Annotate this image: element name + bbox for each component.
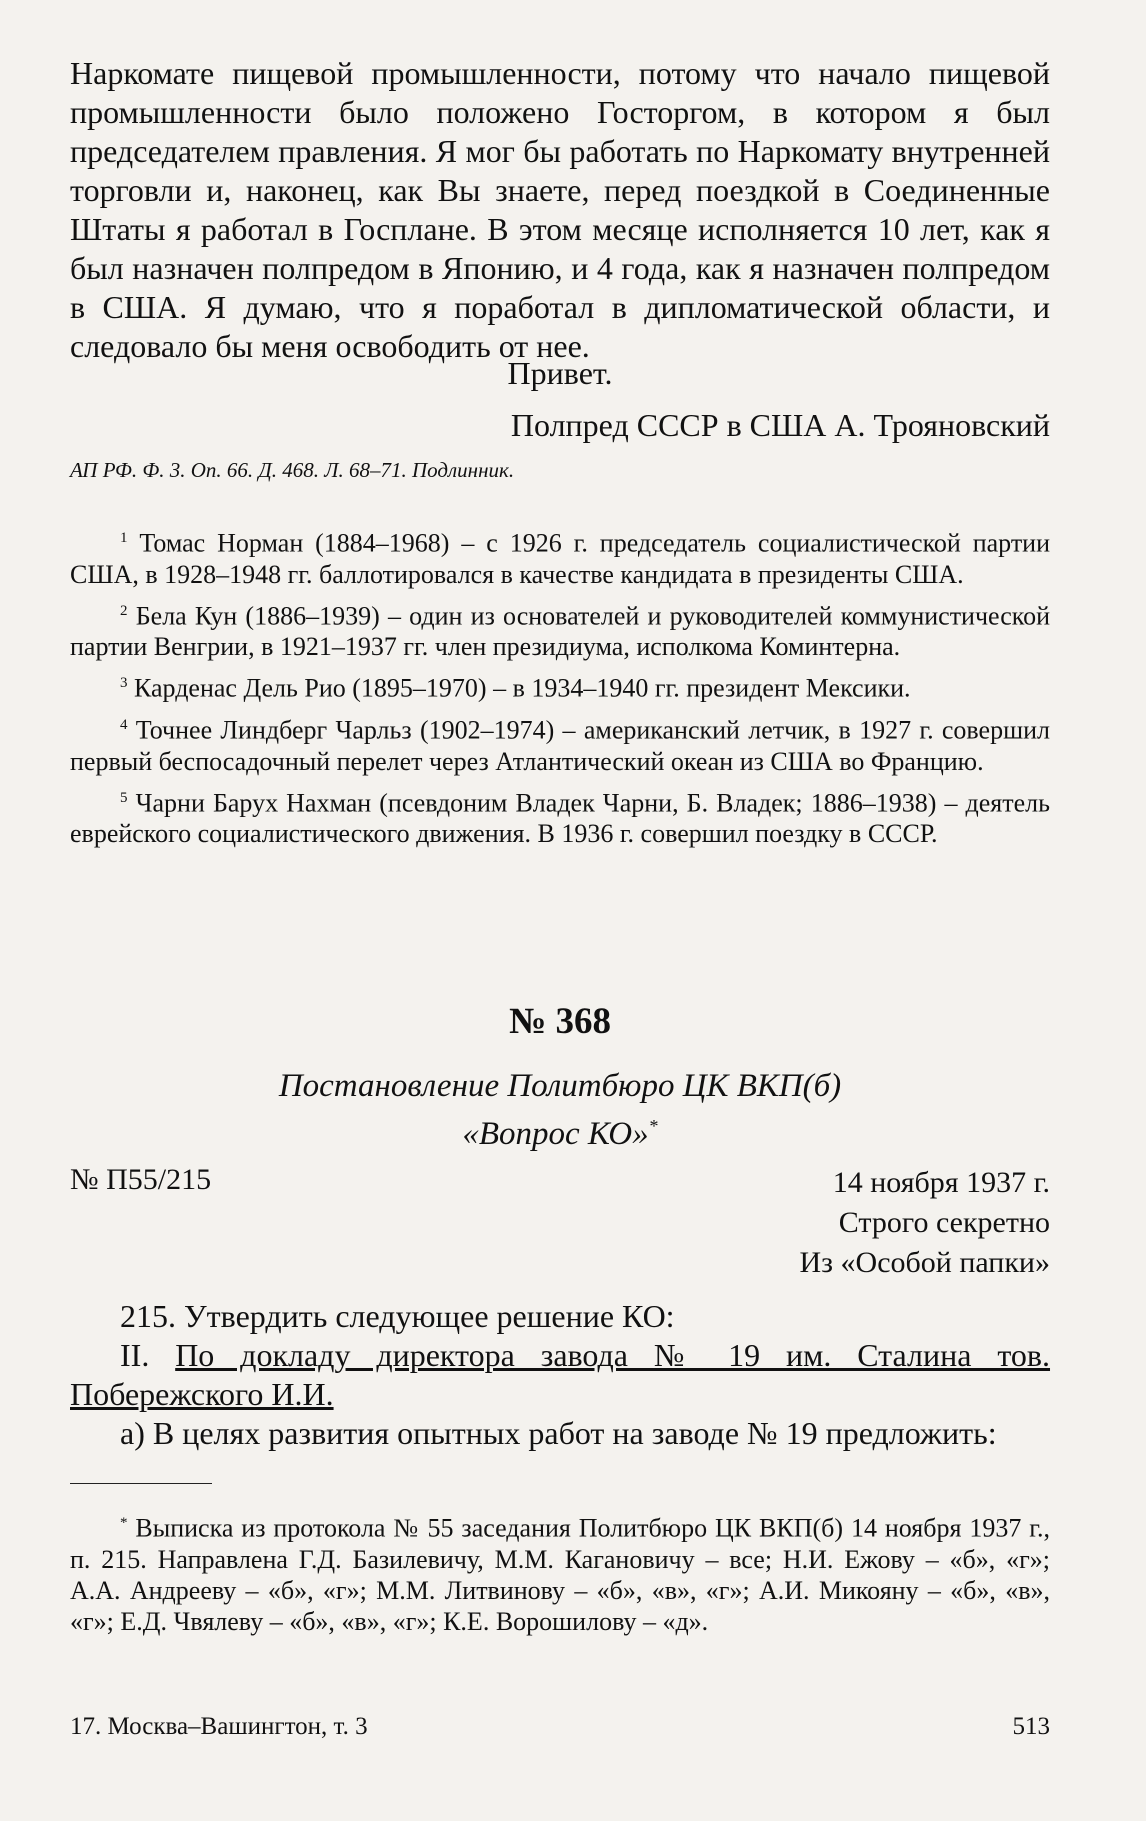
document-meta [70, 1163, 1050, 1283]
footnote-2 [70, 596, 1050, 663]
footnote-1-text: Томас Норман (1884–1968) – с 1926 г. председатель социалистической партии США, в 1928–1948 гг. баллотировался в качестве кандидата в президенты США. [70, 528, 1051, 589]
footnote-5 [70, 783, 1050, 850]
document-footnote-mark: * [120, 1515, 128, 1531]
footnote-3-num: 3 [120, 675, 128, 692]
footnote-divider [70, 1483, 212, 1484]
footnote-2-num: 2 [120, 602, 128, 619]
document-title [70, 1066, 1050, 1154]
footnote-4-num: 4 [120, 716, 128, 733]
document-title-line2: «Вопрос КО» [462, 1116, 649, 1152]
signature-mark: 17. Москва–Вашингтон, т. 3 [70, 1713, 368, 1740]
document-footnote [70, 1508, 1050, 1637]
letter-signature: Полпред СССР в США А. Трояновский [510, 407, 1050, 443]
section-number: II. [120, 1337, 150, 1373]
footnote-1-num: 1 [120, 530, 128, 546]
footnotes-list [70, 523, 1050, 855]
classification-label: Строго секретно [838, 1206, 1050, 1239]
footnote-4 [70, 710, 1050, 777]
source-label: Из «Особой папки» [799, 1246, 1050, 1279]
footnote-4-text: Точнее Линдберг Чарльз (1902–1974) – американский летчик, в 1927 г. совершил первый беспосадочный перелет через Атлантический океан из США во Францию. [70, 715, 1051, 776]
letter-body: Наркомате пищевой промышленности, потому что начало пищевой промышленности было положено Госторгом, в котором я был председателем правления. Я мог бы работать по Наркомату внутренней торговли и, наконец, как Вы знаете, перед поездкой в Соединенные Штаты я работал в Госплане. В этом месяце исполняется 10 лет, как я был назначен полпредом в Японию, и 4 года, как я назначен полпредом в США. Я думаю, что я поработал в дипломатической области, и следовало бы меня освободить от нее. [70, 55, 1050, 364]
document-date: 14 ноября 1937 г. [832, 1166, 1050, 1199]
section-title: По докладу директора завода № 19 им. Сталина тов. Побережского И.И. [70, 1337, 1051, 1412]
resolution-text [70, 1297, 1050, 1453]
footnote-3 [70, 668, 1050, 704]
resolution-section [70, 1336, 1050, 1414]
document-number: № 368 [509, 1001, 611, 1042]
registration-number: № П55/215 [70, 1163, 212, 1196]
footnote-1 [70, 523, 1050, 590]
footnote-5-text: Чарни Барух Нахман (псевдоним Владек Чарни, Б. Владек; 1886–1938) – деятель еврейского социалистического движения. В 1936 г. совершил поездку в СССР. [70, 788, 1051, 849]
document-title-line1: Постановление Политбюро ЦК ВКП(б) [278, 1068, 842, 1104]
footnote-5-num: 5 [120, 789, 128, 806]
footnote-3-text: Карденас Дель Рио (1895–1970) – в 1934–1940 гг. президент Мексики. [134, 673, 911, 703]
document-footnote-text: Выписка из протокола № 55 заседания Политбюро ЦК ВКП(б) 14 ноября 1937 г., п. 215. Направлена Г.Д. Базилевичу, М.М. Кагановичу – все; Н.И. Ежову – «б», «г»; А.А. Андрееву – «б», «г»; М.М. Литвинову – «б», «в», «г»; А.И. Микояну – «б», «в», «г»; Е.Д. Чвялеву – «б», «в», «г»; К.Е. Ворошилову – «д». [70, 1513, 1051, 1636]
footnote-2-text: Бела Кун (1886–1939) – один из основателей и руководителей коммунистической партии Венгрии, в 1921–1937 гг. член президиума, исполкома Коминтерна. [70, 601, 1051, 662]
letter-greeting: Привет. [507, 355, 613, 391]
document-title-mark: * [648, 1116, 658, 1136]
resolution-item: 215. Утвердить следующее решение КО: [120, 1298, 675, 1334]
archive-reference: АП РФ. Ф. 3. Оп. 66. Д. 468. Л. 68–71. Подлинник. [70, 458, 515, 482]
resolution-point-a: а) В целях развития опытных работ на заводе № 19 предложить: [120, 1415, 997, 1451]
page-number: 513 [1012, 1713, 1050, 1740]
